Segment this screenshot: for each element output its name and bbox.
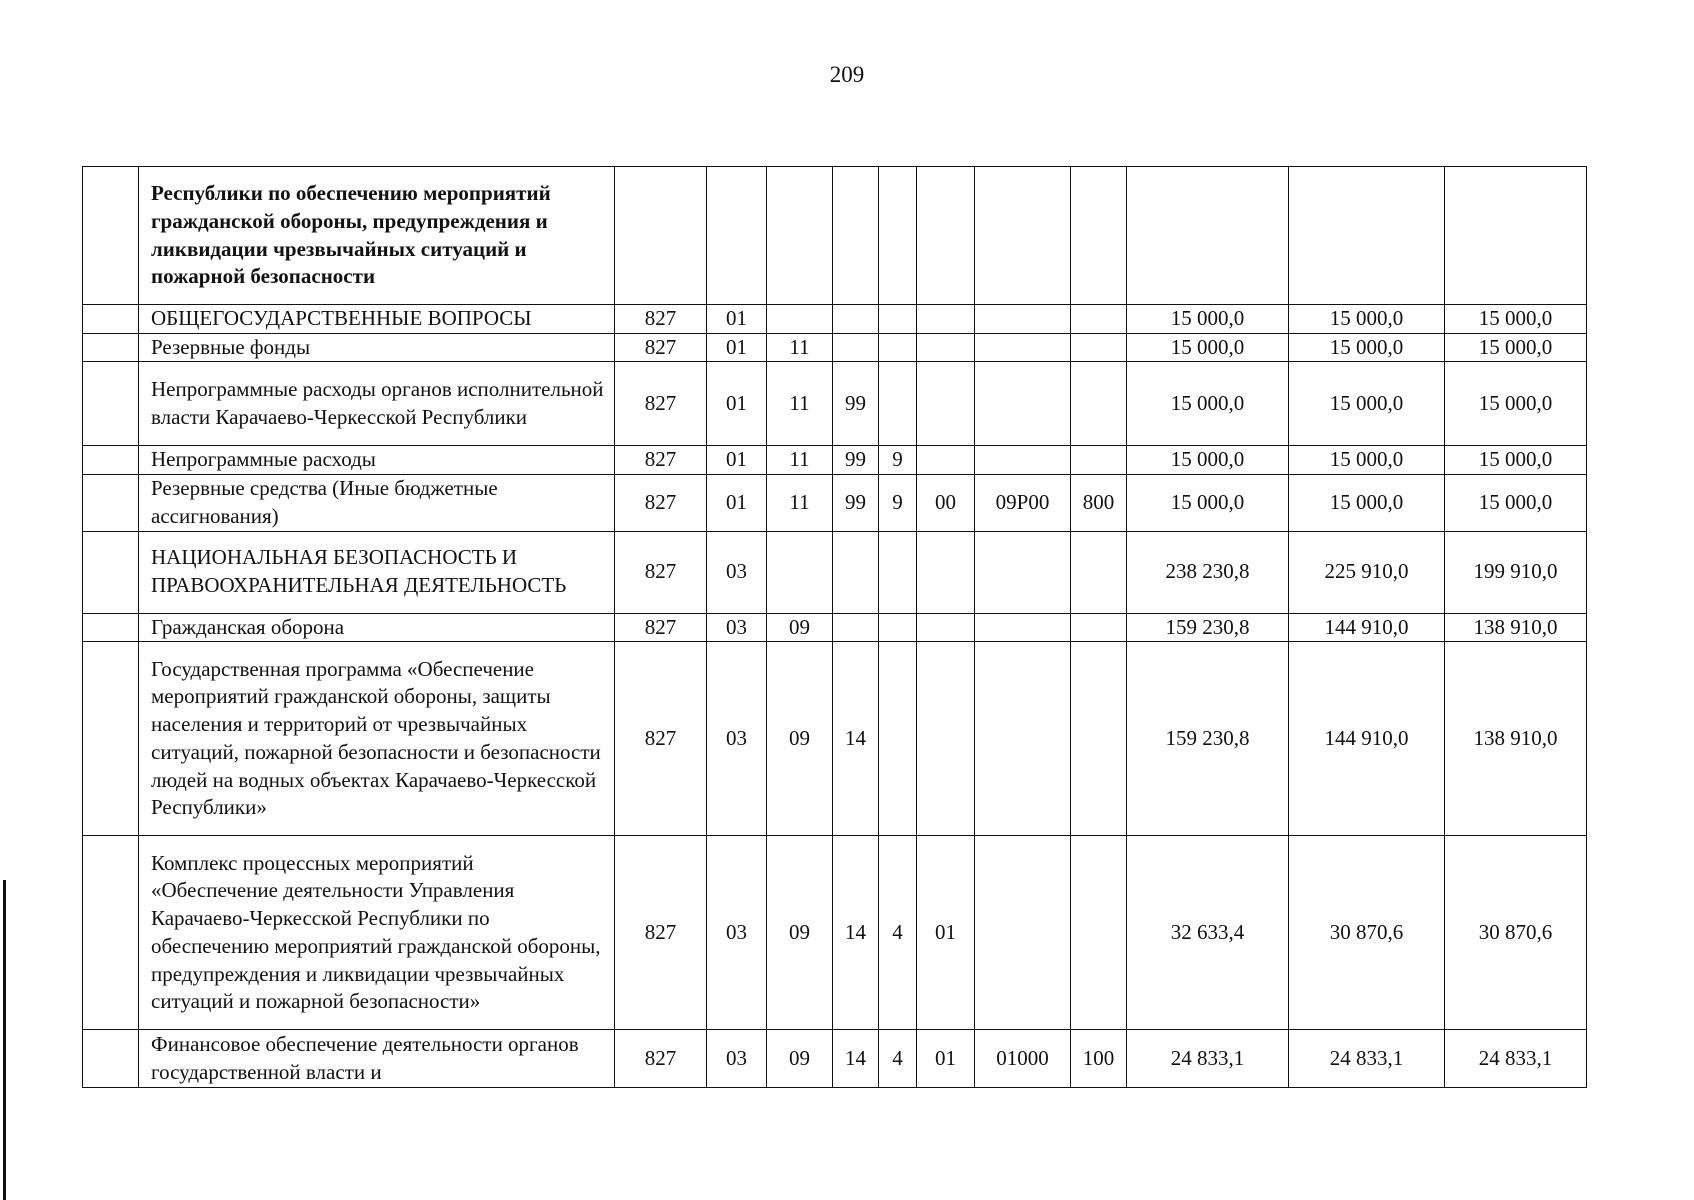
subprogram-code-cell	[879, 362, 917, 446]
measure-code-cell: 01	[917, 836, 975, 1030]
direction-code-cell	[975, 333, 1071, 362]
item-name-cell: Комплекс процессных мероприятий «Обеспечение деятельности Управления Карачаево-Черкесской Республики по обеспечению мероприятий гражданской обороны, предупреждения и ликвидации чрезвычайных ситуаций и пожарной безопасности»	[139, 836, 615, 1030]
amount-year1-cell: 15 000,0	[1127, 475, 1289, 531]
admin-code-cell: 827	[615, 531, 707, 613]
expense-type-cell	[1071, 836, 1127, 1030]
admin-code-cell: 827	[615, 642, 707, 836]
expense-type-cell	[1071, 531, 1127, 613]
subsection-code-cell: 09	[767, 642, 833, 836]
subprogram-code-cell: 9	[879, 475, 917, 531]
program-code-cell	[833, 305, 879, 334]
section-code-cell: 01	[707, 333, 767, 362]
subprogram-code-cell: 4	[879, 836, 917, 1030]
amount-year1-cell: 238 230,8	[1127, 531, 1289, 613]
direction-code-cell: 01000	[975, 1030, 1071, 1088]
expense-type-cell	[1071, 333, 1127, 362]
admin-code-cell: 827	[615, 836, 707, 1030]
left-margin-rule	[3, 880, 6, 1200]
direction-code-cell	[975, 167, 1071, 305]
measure-code-cell	[917, 531, 975, 613]
section-code-cell: 01	[707, 446, 767, 475]
program-code-cell: 99	[833, 362, 879, 446]
subsection-code-cell: 09	[767, 1030, 833, 1088]
table-row	[83, 531, 1587, 613]
section-code-cell: 01	[707, 362, 767, 446]
expense-type-cell: 100	[1071, 1030, 1127, 1088]
subprogram-code-cell	[879, 613, 917, 642]
item-name-cell: Гражданская оборона	[139, 613, 615, 642]
measure-code-cell	[917, 333, 975, 362]
expense-type-cell: 800	[1071, 475, 1127, 531]
table-row	[83, 305, 1587, 334]
measure-code-cell	[917, 362, 975, 446]
amount-year3-cell: 24 833,1	[1445, 1030, 1587, 1088]
amount-year1-cell: 159 230,8	[1127, 642, 1289, 836]
program-code-cell: 99	[833, 475, 879, 531]
measure-code-cell: 01	[917, 1030, 975, 1088]
amount-year2-cell	[1289, 167, 1445, 305]
section-code-cell: 03	[707, 613, 767, 642]
admin-code-cell	[615, 167, 707, 305]
measure-code-cell	[917, 446, 975, 475]
subsection-code-cell: 11	[767, 475, 833, 531]
program-code-cell	[833, 167, 879, 305]
item-name-cell: Непрограммные расходы органов исполнительной власти Карачаево-Черкесской Республики	[139, 362, 615, 446]
subsection-code-cell	[767, 167, 833, 305]
amount-year3-cell: 15 000,0	[1445, 446, 1587, 475]
amount-year1-cell: 32 633,4	[1127, 836, 1289, 1030]
direction-code-cell	[975, 642, 1071, 836]
program-code-cell	[833, 531, 879, 613]
amount-year2-cell: 24 833,1	[1289, 1030, 1445, 1088]
amount-year3-cell: 15 000,0	[1445, 305, 1587, 334]
section-code-cell: 03	[707, 836, 767, 1030]
item-name-cell: Непрограммные расходы	[139, 446, 615, 475]
table-row	[83, 613, 1587, 642]
item-name-cell: Государственная программа «Обеспечение мероприятий гражданской обороны, защиты населения и территорий от чрезвычайных ситуаций, пожарной безопасности и безопасности людей на водных объектах Карачаево-Черкесской Республики»	[139, 642, 615, 836]
item-name-cell: ОБЩЕГОСУДАРСТВЕННЫЕ ВОПРОСЫ	[139, 305, 615, 334]
row-number-cell	[83, 531, 139, 613]
amount-year2-cell: 15 000,0	[1289, 305, 1445, 334]
row-number-cell	[83, 333, 139, 362]
direction-code-cell	[975, 305, 1071, 334]
item-name-cell: НАЦИОНАЛЬНАЯ БЕЗОПАСНОСТЬ И ПРАВООХРАНИТЕЛЬНАЯ ДЕЯТЕЛЬНОСТЬ	[139, 531, 615, 613]
measure-code-cell	[917, 613, 975, 642]
table-row	[83, 475, 1587, 531]
amount-year2-cell: 15 000,0	[1289, 333, 1445, 362]
direction-code-cell	[975, 531, 1071, 613]
section-code-cell: 01	[707, 475, 767, 531]
amount-year1-cell: 15 000,0	[1127, 446, 1289, 475]
section-code-cell: 03	[707, 1030, 767, 1088]
subprogram-code-cell	[879, 642, 917, 836]
amount-year3-cell: 15 000,0	[1445, 475, 1587, 531]
subsection-code-cell	[767, 305, 833, 334]
direction-code-cell	[975, 446, 1071, 475]
subprogram-code-cell	[879, 167, 917, 305]
budget-table-wrapper	[82, 166, 1587, 1088]
item-name-cell: Республики по обеспечению мероприятий гражданской обороны, предупреждения и ликвидации чрезвычайных ситуаций и пожарной безопасности	[139, 167, 615, 305]
item-name-cell: Резервные фонды	[139, 333, 615, 362]
amount-year1-cell: 15 000,0	[1127, 333, 1289, 362]
section-code-cell: 03	[707, 642, 767, 836]
row-number-cell	[83, 305, 139, 334]
admin-code-cell: 827	[615, 1030, 707, 1088]
row-number-cell	[83, 642, 139, 836]
amount-year1-cell: 24 833,1	[1127, 1030, 1289, 1088]
subprogram-code-cell: 4	[879, 1030, 917, 1088]
subsection-code-cell: 09	[767, 836, 833, 1030]
program-code-cell: 14	[833, 1030, 879, 1088]
row-number-cell	[83, 362, 139, 446]
direction-code-cell	[975, 836, 1071, 1030]
table-row	[83, 167, 1587, 305]
admin-code-cell: 827	[615, 475, 707, 531]
expense-type-cell	[1071, 362, 1127, 446]
row-number-cell	[83, 1030, 139, 1088]
expense-type-cell	[1071, 446, 1127, 475]
direction-code-cell	[975, 362, 1071, 446]
row-number-cell	[83, 475, 139, 531]
amount-year2-cell: 15 000,0	[1289, 446, 1445, 475]
subsection-code-cell	[767, 531, 833, 613]
admin-code-cell: 827	[615, 613, 707, 642]
item-name-cell: Резервные средства (Иные бюджетные ассигнования)	[139, 475, 615, 531]
amount-year3-cell: 199 910,0	[1445, 531, 1587, 613]
subprogram-code-cell: 9	[879, 446, 917, 475]
admin-code-cell: 827	[615, 333, 707, 362]
section-code-cell: 01	[707, 305, 767, 334]
row-number-cell	[83, 836, 139, 1030]
measure-code-cell	[917, 167, 975, 305]
amount-year2-cell: 225 910,0	[1289, 531, 1445, 613]
expense-type-cell	[1071, 305, 1127, 334]
amount-year1-cell	[1127, 167, 1289, 305]
row-number-cell	[83, 167, 139, 305]
amount-year2-cell: 15 000,0	[1289, 362, 1445, 446]
table-row	[83, 642, 1587, 836]
row-number-cell	[83, 446, 139, 475]
admin-code-cell: 827	[615, 305, 707, 334]
measure-code-cell	[917, 305, 975, 334]
subsection-code-cell: 11	[767, 362, 833, 446]
section-code-cell: 03	[707, 531, 767, 613]
program-code-cell	[833, 613, 879, 642]
expense-type-cell	[1071, 642, 1127, 836]
program-code-cell	[833, 333, 879, 362]
subprogram-code-cell	[879, 305, 917, 334]
direction-code-cell	[975, 613, 1071, 642]
page-number: 209	[829, 62, 865, 87]
program-code-cell: 99	[833, 446, 879, 475]
amount-year3-cell: 30 870,6	[1445, 836, 1587, 1030]
measure-code-cell: 00	[917, 475, 975, 531]
amount-year3-cell	[1445, 167, 1587, 305]
subprogram-code-cell	[879, 531, 917, 613]
table-row	[83, 333, 1587, 362]
amount-year1-cell: 15 000,0	[1127, 305, 1289, 334]
item-name-cell: Финансовое обеспечение деятельности органов государственной власти и	[139, 1030, 615, 1088]
subsection-code-cell: 09	[767, 613, 833, 642]
amount-year3-cell: 15 000,0	[1445, 362, 1587, 446]
table-row	[83, 446, 1587, 475]
section-code-cell	[707, 167, 767, 305]
row-number-cell	[83, 613, 139, 642]
program-code-cell: 14	[833, 642, 879, 836]
amount-year2-cell: 144 910,0	[1289, 613, 1445, 642]
admin-code-cell: 827	[615, 446, 707, 475]
expense-type-cell	[1071, 613, 1127, 642]
amount-year1-cell: 159 230,8	[1127, 613, 1289, 642]
amount-year3-cell: 138 910,0	[1445, 613, 1587, 642]
subsection-code-cell: 11	[767, 446, 833, 475]
admin-code-cell: 827	[615, 362, 707, 446]
program-code-cell: 14	[833, 836, 879, 1030]
budget-table	[82, 166, 1587, 1088]
table-row	[83, 1030, 1587, 1088]
amount-year2-cell: 30 870,6	[1289, 836, 1445, 1030]
amount-year3-cell: 15 000,0	[1445, 333, 1587, 362]
amount-year1-cell: 15 000,0	[1127, 362, 1289, 446]
subprogram-code-cell	[879, 333, 917, 362]
amount-year3-cell: 138 910,0	[1445, 642, 1587, 836]
direction-code-cell: 09Р00	[975, 475, 1071, 531]
amount-year2-cell: 144 910,0	[1289, 642, 1445, 836]
table-row	[83, 362, 1587, 446]
subsection-code-cell: 11	[767, 333, 833, 362]
expense-type-cell	[1071, 167, 1127, 305]
amount-year2-cell: 15 000,0	[1289, 475, 1445, 531]
measure-code-cell	[917, 642, 975, 836]
table-row	[83, 836, 1587, 1030]
